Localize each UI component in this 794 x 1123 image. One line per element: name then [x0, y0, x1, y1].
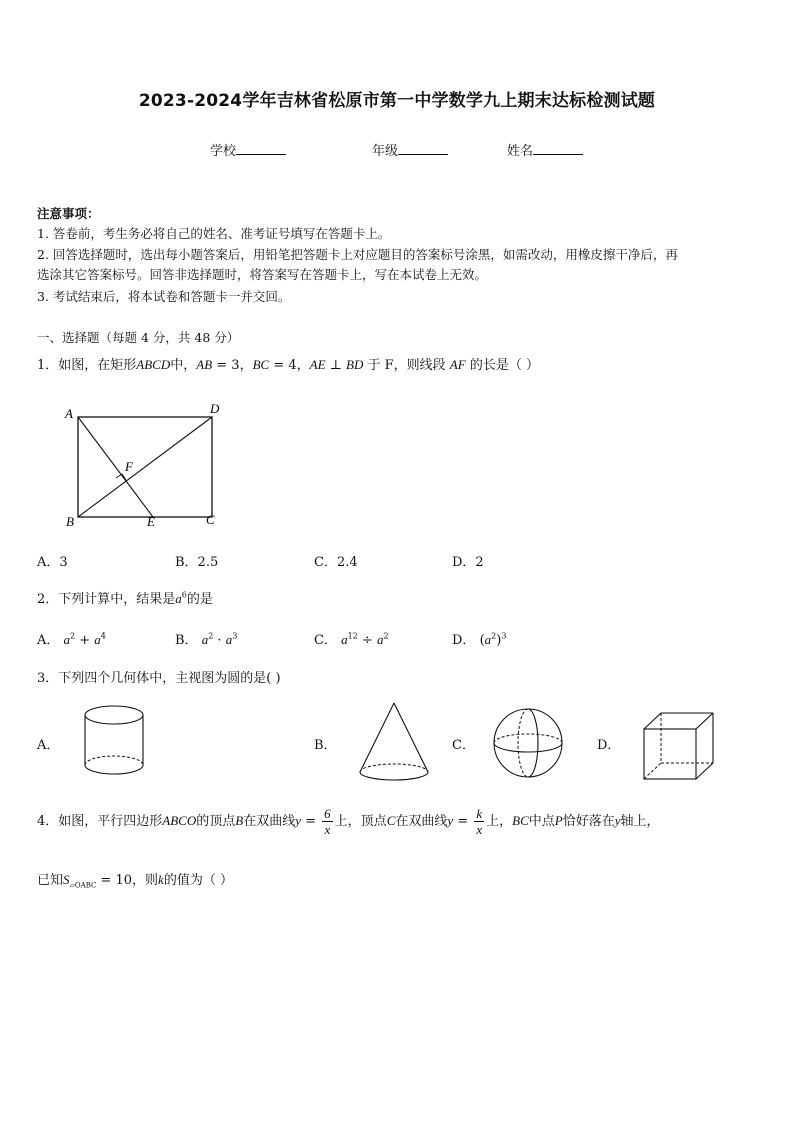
notice-item-2a: 2. 回答选择题时，选出每小题答案后，用铅笔把答题卡上对应题目的答案标号涂黑，如需改动，用橡皮擦干净后，再 — [37, 247, 678, 262]
q1-label-a: A — [65, 406, 73, 421]
grade-field[interactable] — [372, 140, 448, 159]
q4-stem-line-2: 已知$S_{▱OABC} = 10$，则k的值为（ ） — [37, 872, 233, 890]
q1-option-a[interactable]: A．3 — [37, 555, 68, 570]
q2-option-a[interactable]: A． $a^2 + a^4$ — [37, 631, 106, 648]
q3-option-b-label[interactable]: B． — [314, 738, 337, 753]
q1-label-b: B — [66, 514, 74, 529]
q1-option-c[interactable]: C．2.4 — [314, 555, 358, 570]
section-1-heading: 一、选择题（每题 4 分，共 48 分） — [37, 330, 240, 345]
q1-rectangle-figure — [60, 400, 230, 535]
school-field[interactable] — [210, 140, 286, 159]
exam-title: 2023-2024学年吉林省松原市第一中学数学九上期末达标检测试题 — [138, 91, 656, 111]
school-label: 学校 — [210, 144, 237, 159]
q1-stem: 1．如图，在矩形ABCD中，AB = 3，BC = 4，AE ⊥ BD 于 F，则线段 AF 的长是（ ） — [37, 357, 539, 373]
q2-option-b[interactable]: B． $a^2 \cdot a^3$ — [175, 631, 238, 648]
school-blank[interactable] — [236, 142, 286, 155]
q3-option-d-label[interactable]: D． — [597, 738, 621, 753]
cube-icon[interactable] — [640, 710, 718, 782]
grade-label: 年级 — [372, 144, 399, 159]
cylinder-icon[interactable] — [82, 702, 148, 782]
q4-fraction-k-over-x: $\frac{k}{x}$ — [476, 806, 483, 837]
q1-option-d[interactable]: D．2 — [452, 555, 484, 570]
grade-blank[interactable] — [398, 142, 448, 155]
sphere-icon[interactable] — [492, 707, 564, 779]
q1-label-d: D — [210, 401, 220, 416]
cone-icon[interactable] — [357, 700, 431, 782]
name-label: 姓名 — [507, 144, 534, 159]
q1-option-b[interactable]: B．2.5 — [175, 555, 219, 570]
q3-stem: 3．下列四个几何体中，主视图为圆的是( ) — [37, 671, 281, 686]
q4-stem-line-1: 4．如图，平行四边形ABCO的顶点B在双曲线y = $\frac{6}{x}$ 上，顶点C在双曲线y = $\frac{k}{x}$ 上，BC中点P恰好落在y轴上， — [37, 806, 660, 837]
notice-item-1: 1. 答卷前，考生务必将自己的姓名、准考证号填写在答题卡上。 — [37, 226, 391, 241]
notice-item-2b: 选涂其它答案标号。回答非选择题时，将答案写在答题卡上，写在本试卷上无效。 — [37, 267, 488, 282]
q1-label-c: C — [206, 512, 215, 527]
name-field[interactable] — [507, 140, 583, 159]
q4-fraction-6-over-x: $\frac{6}{x}$ — [324, 806, 331, 837]
q3-option-a-label[interactable]: A． — [37, 738, 60, 753]
q1-label-f: F — [125, 459, 133, 474]
q1-label-e: E — [147, 514, 155, 529]
notice-heading: 注意事项： — [37, 206, 100, 221]
q2-option-d[interactable]: D． $(a^2)^3$ — [452, 631, 507, 648]
q2-option-c[interactable]: C． $a^{12} \div a^2$ — [314, 631, 389, 648]
name-blank[interactable] — [533, 142, 583, 155]
q2-stem: 2．下列计算中，结果是$a^6$的是 — [37, 590, 213, 607]
notice-item-3: 3. 考试结束后，将本试卷和答题卡一并交回。 — [37, 289, 291, 304]
q3-option-c-label[interactable]: C． — [452, 738, 475, 753]
